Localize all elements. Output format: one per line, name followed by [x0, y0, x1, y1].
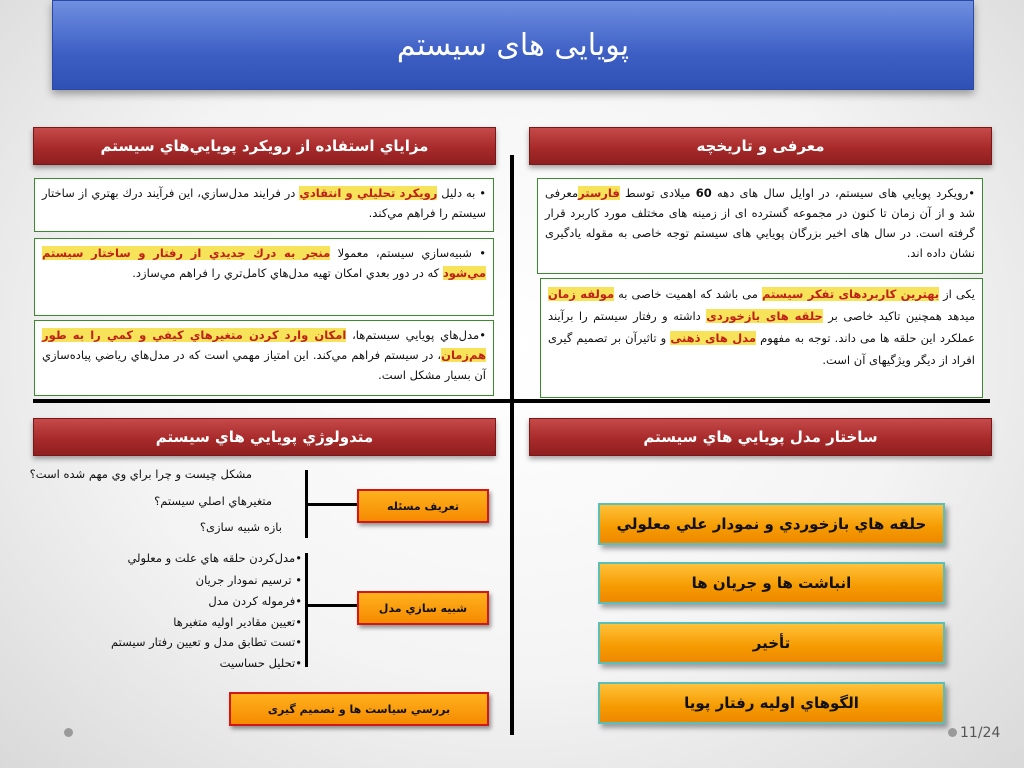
benefit-1-pre: • به دليل	[437, 186, 486, 200]
structure-item-feedback-loops: حلقه هاي بازخوردي و نمودار علي معلولي	[598, 503, 945, 545]
intro-p2-d: داشته و رفتار سیستم را برآیند عملکرد این حلقه ها می داند. توجه به مفهوم	[548, 309, 975, 345]
structure-item-stocks-flows: انباشت ها و جريان ها	[598, 562, 945, 604]
vertical-divider	[510, 155, 514, 735]
structure-item-delay: تأخير	[598, 622, 945, 664]
header-structure: ساختار مدل پويايي هاي سيستم	[529, 418, 992, 456]
benefit-1-highlight: رويكرد تحليلي و انتقادي	[299, 186, 438, 200]
problem-definition-box: تعريف مسئله	[357, 489, 489, 523]
intro-p2-h2: مولفه زمان	[548, 287, 615, 301]
intro-p1-year: 60	[695, 186, 712, 200]
intro-paragraph-1	[537, 178, 983, 274]
intro-p1-post: معرفی شد و از آن زمان تا کنون در مجموعه گسترده ای از زمینه های مختلف مورد کاربرد قرار گرفته است. در سال های اخیر بزرگان پويايي های سیستم توجه خاصی به مقوله یادگیری نشان داده اند.	[545, 186, 975, 260]
problem-question-1: مشكل چيست و چرا براي وي مهم شده است؟	[29, 467, 252, 481]
page-number: 11/24	[960, 725, 1001, 741]
header-benefits: مزاياي استفاده از رويكرد پويايي‌هاي سيستم	[33, 127, 496, 165]
simulation-step-1: •مدل‌كردن حلقه هاي علت و معلولي	[127, 551, 302, 565]
benefit-2-post: كه در دور بعدي امكان تهيه مدل‌هاي كامل‌تري را فراهم مي‌سازد.	[132, 266, 443, 280]
simulation-connector	[305, 604, 357, 607]
benefit-item-3	[34, 320, 494, 396]
intro-p2-h3: حلقه های بازخوردی	[706, 309, 823, 323]
prev-slide-dot[interactable]	[64, 728, 73, 737]
intro-p2-c: میدهد همچنین تاکید خاصی بر	[822, 309, 976, 323]
structure-item-behavior-patterns: الگوهاي اوليه رفتار پويا	[598, 682, 945, 724]
policy-review-box: بررسي سياست ها و تصميم گيری	[229, 692, 489, 726]
benefit-3-highlight: امكان وارد كردن متغيرهاي كيفي و كمي را به طور هم‌زمان	[42, 328, 486, 362]
simulation-bracket	[305, 553, 308, 667]
intro-p2-h1: بهترین کاربردهای تفکر سیستم	[761, 287, 940, 301]
simulation-step-5: •تست تطابق مدل و تعيين رفتار سيستم	[110, 635, 302, 649]
intro-p1-pre: •رویکرد پويايي های سیستم، در اوایل سال های دهه	[711, 186, 975, 200]
intro-p2-a: یکی از	[939, 287, 976, 301]
next-slide-dot[interactable]	[948, 728, 957, 737]
header-intro: معرفی و تاریخچه	[529, 127, 992, 165]
problem-question-2: متغيرهاي اصلي سيستم؟	[154, 494, 272, 508]
header-methodology: متدولوژي پويايي هاي سيستم	[33, 418, 496, 456]
slide-title: پویایی های سیستم	[52, 0, 974, 90]
simulation-step-2: • ترسيم نمودار جريان	[195, 573, 302, 587]
simulation-step-4: •تعيين مقادير اوليه متغيرها	[173, 615, 302, 629]
intro-p1-mid: میلادی توسط	[619, 186, 696, 200]
problem-question-3: بازه شبيه سازی؟	[199, 520, 282, 534]
simulation-step-6: •تحليل حساسيت	[219, 656, 302, 670]
benefit-1-post: در فرايند مدل‌سازي، اين فرآيند درك بهتري از ساختار سيستم را فراهم مي‌كند.	[42, 186, 486, 220]
intro-p2-b: می باشد که اهمیت خاصی به	[614, 287, 762, 301]
intro-p1-name: فارستر	[578, 186, 620, 200]
benefit-2-highlight: منجر به درك جديدي از رفتار و ساختار سيستم مي‌شود	[42, 246, 486, 280]
horizontal-divider	[33, 399, 990, 403]
benefit-3-pre: •مدل‌هاي پويايي سيستم‌ها،	[346, 328, 486, 342]
problem-connector	[305, 503, 357, 506]
benefit-item-2	[34, 238, 494, 316]
intro-p2-e: و تاثیرآن بر تصمیم گیری افراد از دیگر ویژگیهای آن است.	[548, 331, 975, 367]
simulation-box: شبيه سازي مدل	[357, 591, 489, 625]
intro-paragraph-2	[540, 278, 983, 398]
benefit-item-1	[34, 178, 494, 232]
benefit-2-pre: • شبيه‌سازي سيستم، معمولا	[330, 246, 487, 260]
simulation-step-3: •فرموله كردن مدل	[208, 594, 302, 608]
benefit-3-post: ، در سيستم فراهم مي‌كند. اين امتياز مهمي است كه در مدل‌هاي رياضي پياده‌سازي آن بسيار مشكل است.	[42, 348, 486, 382]
intro-p2-h4: مدل های ذهنی	[670, 331, 757, 345]
